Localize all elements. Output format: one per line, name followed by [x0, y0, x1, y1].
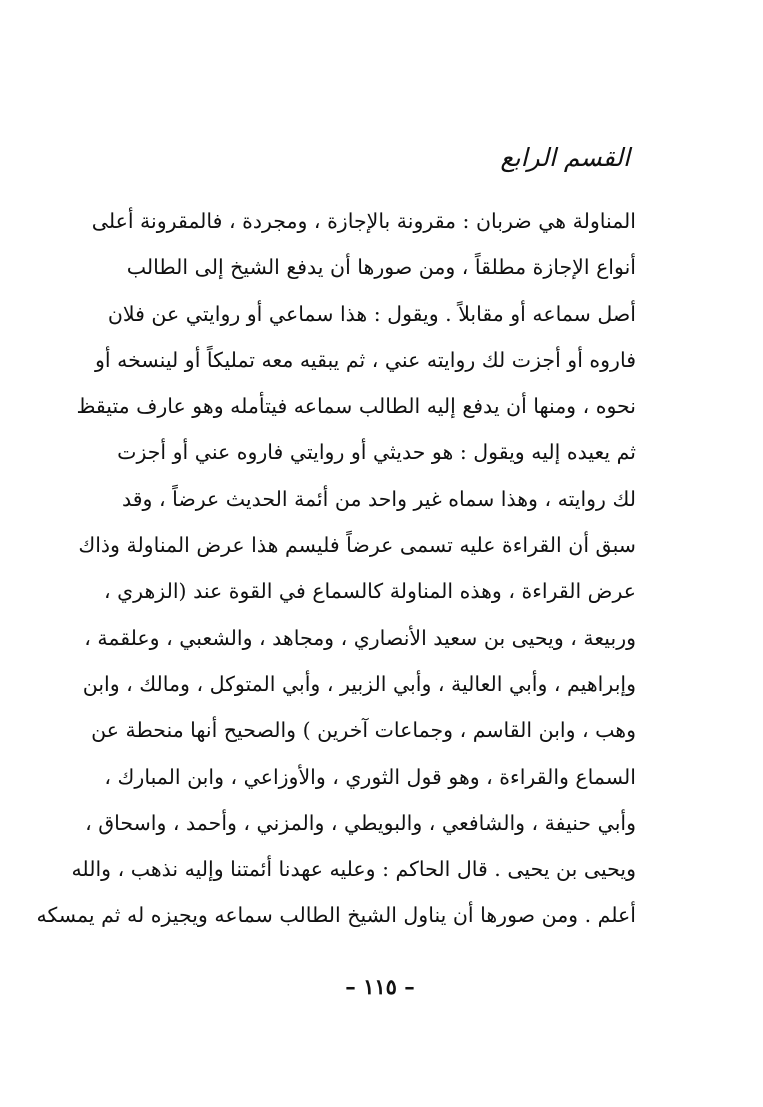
- page-number: – ١١٥ –: [345, 974, 415, 999]
- text-line: وهب ، وابن القاسم ، وجماعات آخرين ) والصحيح أنها منحطة عن: [91, 718, 636, 743]
- text-line: أعلم . ومن صورها أن يناول الشيخ الطالب سماعه ويجيزه له ثم يمسكه: [36, 903, 636, 928]
- text-line: أنواع الإجازة مطلقاً ، ومن صورها أن يدفع الشيخ إلى الطالب: [126, 255, 636, 280]
- text-line: وإبراهيم ، وأبي العالية ، وأبي الزبير ، وأبي المتوكل ، ومالك ، وابن: [82, 671, 636, 696]
- text-line: وأبي حنيفة ، والشافعي ، والبويطي ، والمزني ، وأحمد ، واسحاق ،: [85, 810, 636, 835]
- text-line: فاروه أو أجزت لك روايته عني ، ثم يبقيه معه تمليكاً أو لينسخه أو: [95, 347, 636, 372]
- text-line: ويحيى بن يحيى . قال الحاكم : وعليه عهدنا أئمتنا وإليه نذهب ، والله: [71, 857, 636, 882]
- text-line: وربيعة ، ويحيى بن سعيد الأنصاري ، ومجاهد ، والشعبي ، وعلقمة ،: [84, 625, 636, 650]
- text-line: ثم يعيده إليه ويقول : هو حديثي أو روايتي فاروه عني أو أجزت: [117, 440, 636, 465]
- text-line: سبق أن القراءة عليه تسمى عرضاً فليسم هذا عرض المناولة وذاك: [78, 533, 636, 558]
- text-line: عرض القراءة ، وهذه المناولة كالسماع في القوة عند (الزهري ،: [104, 579, 636, 604]
- body-text: [36, 198, 636, 939]
- text-line: نحوه ، ومنها أن يدفع إليه الطالب سماعه فيتأمله وهو عارف متيقظ: [76, 394, 636, 419]
- text-line: لك روايته ، وهذا سماه غير واحد من أئمة الحديث عرضاً ، وقد: [121, 486, 636, 511]
- text-line: السماع والقراءة ، وهو قول الثوري ، والأوزاعي ، وابن المبارك ،: [104, 764, 636, 789]
- section-heading: القسم الرابع: [500, 143, 630, 172]
- text-line: المناولة هي ضربان : مقرونة بالإجازة ، ومجردة ، فالمقرونة أعلى: [91, 209, 636, 233]
- text-line: أصل سماعه أو مقابلاً . ويقول : هذا سماعي أو روايتي عن فلان: [107, 301, 636, 326]
